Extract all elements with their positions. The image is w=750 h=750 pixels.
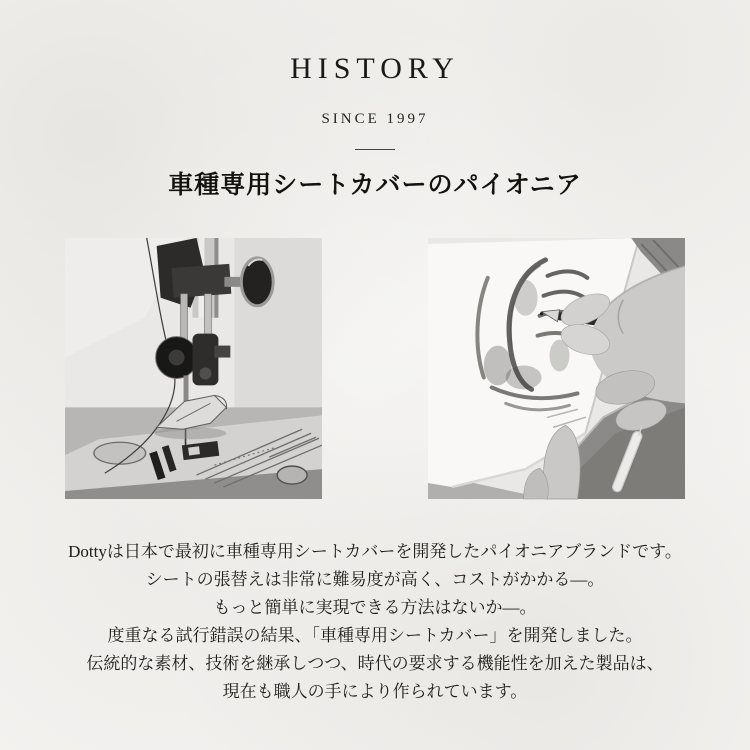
description-line-3: もっと簡単に実現できる方法はないか―。	[213, 598, 537, 617]
hand-sketching-illustration	[428, 237, 685, 500]
description-line-1: Dottyは日本で最初に車種専用シートカバーを開発したパイオニアブランドです。	[68, 542, 682, 561]
description-line-5: 伝統的な素材、技術を継承しつつ、時代の要求する機能性を加えた製品は、	[86, 654, 664, 673]
description-line-2: シートの張替えは非常に難易度が高く、コストがかかる―。	[145, 570, 605, 589]
section-subtitle: SINCE 1997	[321, 111, 429, 127]
history-description	[0, 538, 750, 706]
section-title: HISTORY	[290, 52, 460, 85]
description-line-6: 現在も職人の手により作られています。	[222, 682, 528, 701]
description-line-4: 度重なる試行錯誤の結果、「車種専用シートカバー」を開発しました。	[107, 626, 643, 645]
divider-line	[355, 149, 395, 150]
photo-row	[0, 237, 750, 500]
tagline-heading: 車種専用シートカバーのパイオニア	[168, 172, 582, 199]
hand-sketching-photo	[428, 237, 685, 500]
sewing-machine-photo	[65, 237, 322, 500]
sewing-machine-illustration	[65, 237, 322, 500]
